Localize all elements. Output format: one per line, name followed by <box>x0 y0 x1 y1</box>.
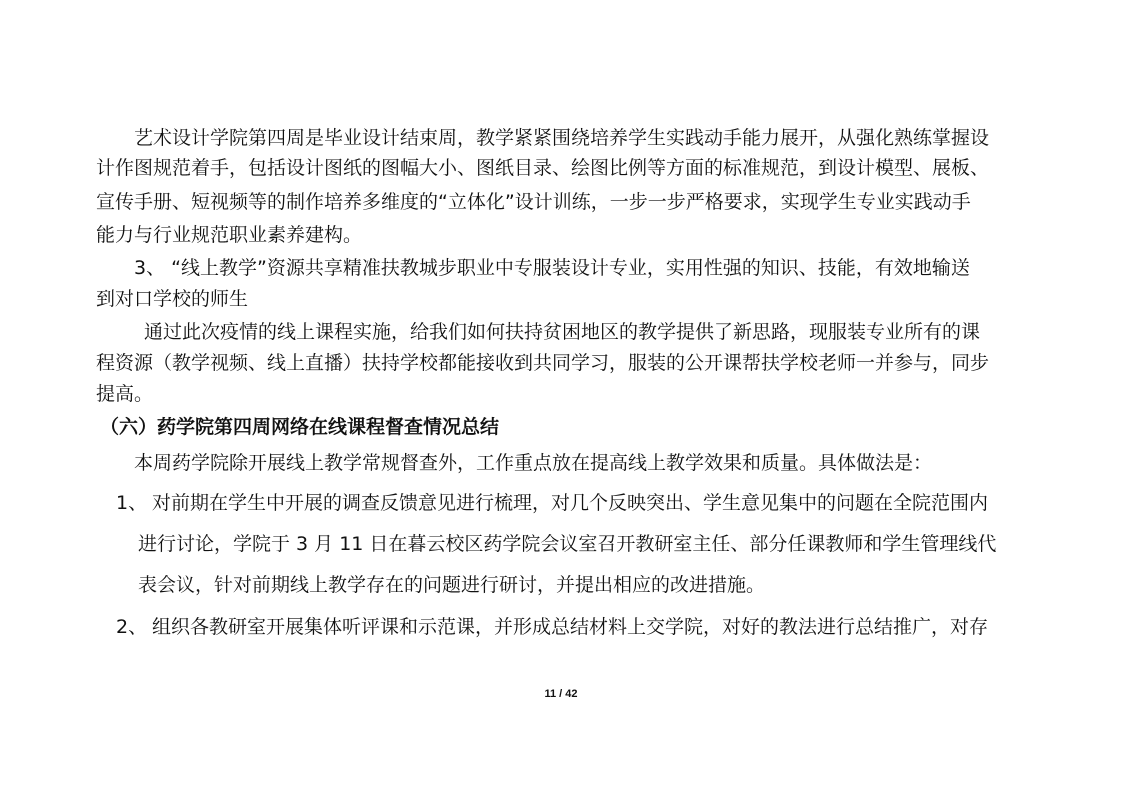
paragraph-line: 到对口学校的师生 <box>96 288 249 310</box>
paragraph-line: 程资源（教学视频、线上直播）扶持学校都能接收到共同学习，服装的公开课帮扶学校老师一并参与，同步 <box>96 352 990 374</box>
paragraph-line: 计作图规范着手，包括设计图纸的图幅大小、图纸目录、绘图比例等方面的标准规范，到设计模型、展板、 <box>96 157 990 179</box>
page-number: 11 / 42 <box>544 688 578 700</box>
intro-line: 本周药学院除开展线上教学常规督查外，工作重点放在提高线上教学效果和质量。具体做法是： <box>134 452 933 474</box>
paragraph-line: 艺术设计学院第四周是毕业设计结束周，教学紧紧围绕培养学生实践动手能力展开，从强化熟练掌握设 <box>134 127 990 149</box>
section-heading: （六）药学院第四周网络在线课程督查情况总结 <box>100 416 500 438</box>
paragraph-line: 宣传手册、短视频等的制作培养多维度的“立体化”设计训练，一步一步严格要求，实现学生专业实践动手 <box>96 191 971 213</box>
list-item-line: 对前期在学生中开展的调查反馈意见进行梳理，对几个反映突出、学生意见集中的问题在全院范围内 <box>152 492 989 514</box>
list-marker: 1、 <box>116 492 148 514</box>
paragraph-line: 能力与行业规范职业素养建构。 <box>96 224 363 246</box>
list-marker: 2、 <box>116 616 148 638</box>
list-item-line: 进行讨论，学院于 3 月 11 日在暮云校区药学院会议室召开教研室主任、部分任课教师和学生管理线代 <box>138 533 997 555</box>
paragraph-line: 提高。 <box>96 383 154 405</box>
list-item-line: 组织各教研室开展集体听评课和示范课，并形成总结材料上交学院，对好的教法进行总结推广，对存 <box>152 616 989 638</box>
paragraph-line: 通过此次疫情的线上课程实施，给我们如何扶持贫困地区的教学提供了新思路，现服装专业所有的课 <box>144 321 981 343</box>
paragraph-line: 3、 “线上教学”资源共享精准扶教城步职业中专服装设计专业，实用性强的知识、技能，有效地输送 <box>134 257 970 279</box>
list-item-line: 表会议，针对前期线上教学存在的问题进行研讨，并提出相应的改进措施。 <box>138 574 766 596</box>
